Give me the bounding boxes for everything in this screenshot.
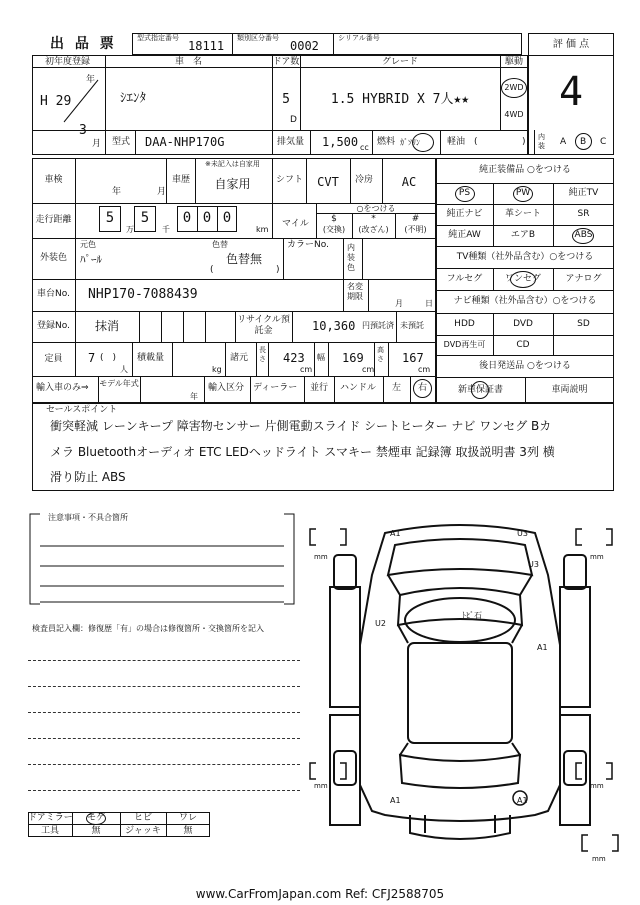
car-name-label: 車 名 (174, 57, 202, 67)
tv-analog: アナログ (565, 274, 602, 284)
mark-a1-rear-left: A1 (390, 796, 401, 805)
docs-title: 後日発送品 ○をつける (479, 361, 571, 371)
doors-label: ドア数 (272, 57, 300, 67)
mileage-label: 走行距離 (35, 215, 72, 225)
drive-2wd: 2WD (504, 83, 524, 92)
paren-open: ( (474, 137, 478, 147)
interior-label: 内装 (538, 133, 545, 150)
import-parallel: 並行 (310, 383, 329, 393)
mileage-circle-note: ○をつける (356, 204, 396, 213)
mm-front-right: mm (590, 553, 604, 561)
import-label: 輸入車のみ⇒ (36, 383, 89, 393)
mark-a1-side: A1 (537, 643, 548, 652)
chassis-label: 車台No. (37, 289, 70, 299)
caution-label: 注意事項・不具合箇所 (48, 513, 128, 522)
details-box (32, 158, 436, 403)
footer-ref: www.CarFromJapan.com Ref: CFJ2588705 (195, 887, 445, 901)
equip-pw-circle (513, 186, 533, 202)
dims-label: 諸元 (230, 353, 249, 363)
sales-line-3: 滑り防止 ABS (50, 470, 126, 484)
inspection-label: 車検 (44, 175, 63, 185)
tools-value: 無 (91, 826, 101, 836)
equip-abs-circle (572, 228, 594, 244)
mirror-moge: モゲ (86, 813, 105, 823)
asterisk-mark: * (371, 214, 376, 224)
sales-points-label: セールスポイント (46, 405, 118, 415)
door-count: 5 (282, 92, 290, 107)
name-change-month: 月 (395, 299, 403, 308)
mark-u3-front: U3 (517, 529, 528, 538)
recycle-suffix: 円預託済 (362, 321, 394, 330)
fuel-diesel: 軽油 (447, 137, 466, 147)
equip-ps-circle (455, 186, 475, 202)
dvd-playback: DVD再生可 (443, 340, 486, 349)
history-value: 自家用 (214, 177, 251, 191)
import-dealer: ディーラー (253, 383, 298, 393)
navi-dvd: DVD (513, 319, 533, 329)
import-class-label: 輸入区分 (208, 383, 245, 393)
equip-leather: 革シート (504, 209, 541, 219)
mark-tobiishi: ﾄﾋﾞ石 (462, 611, 482, 620)
width-cm: cm (362, 365, 375, 374)
mile-label: マイル (282, 219, 309, 229)
recycle-label: リサイクル預託金 (237, 315, 290, 336)
tv-fullseg: フルセグ (446, 274, 483, 284)
width-value: 169 (342, 351, 364, 365)
model-code: 18111 (188, 39, 225, 53)
mm-bottom: mm (592, 855, 606, 863)
car-diagram (300, 515, 620, 875)
model-year-label: モデル年式 (99, 379, 139, 388)
chassis-number: NHP170-7088439 (88, 287, 198, 302)
mark-a1-front: A1 (390, 529, 401, 538)
jack-label: ジャッキ (125, 826, 161, 836)
capacity-label: 定員 (44, 354, 63, 364)
year-unit: 年 (86, 75, 96, 85)
mark-u3-side: U3 (528, 560, 539, 569)
ac-label: 冷房 (355, 175, 374, 185)
equip-title: 純正装備品 ○をつける (479, 165, 571, 175)
sales-line-1: 衝突軽減 レーンキープ 障害物センサー 片側電動スライド シートヒーター ナビ ワンセグ Bカ (50, 419, 552, 433)
model-year-unit: 年 (190, 392, 198, 401)
equip-aw: 純正AW (448, 230, 481, 240)
score-value: 4 (558, 69, 584, 115)
sen-unit: 千 (162, 225, 170, 234)
interior-a: A (560, 137, 567, 147)
dollar-mark: $ (331, 214, 337, 224)
not-written-note: ※未記入は自家用 (205, 160, 260, 168)
mileage-digit-5: 0 (222, 210, 232, 226)
length-label: 長さ (259, 346, 266, 363)
displacement: 1,500 (322, 135, 359, 149)
serial-label: シリアル番号 (338, 34, 380, 42)
handle-right-circle (413, 379, 432, 398)
interior-c: C (600, 137, 607, 147)
tv-oneseg: ワンセグ (504, 274, 541, 284)
grade-label: グレード (381, 57, 418, 67)
kaizan-label: (改ざん) (358, 225, 389, 234)
tv-oneseg-circle (510, 271, 536, 288)
door-suffix: D (290, 115, 297, 125)
door-mirror-label: ドアミラー (28, 813, 73, 823)
first-reg-month: 3 (79, 123, 87, 138)
sales-line-2: メラ Bluetoothオーディオ ETC LEDヘッドライト スマキー 禁煙車 記録簿 取扱説明書 3列 横 (50, 445, 555, 459)
navi-title: ナビ種類（社外品含む）○をつける (453, 296, 597, 306)
jack-value: 無 (183, 826, 193, 836)
color-no-label: カラーNo. (287, 240, 329, 250)
handle-right: 右 (418, 383, 428, 393)
inspection-month-unit: 月 (157, 187, 167, 197)
ac-value: AC (401, 175, 417, 189)
reg-no-label: 登録No. (37, 321, 70, 331)
month-unit: 月 (92, 139, 102, 149)
drive-label: 駆動 (504, 57, 523, 67)
length-value: 423 (283, 351, 305, 365)
displacement-label: 排気量 (277, 137, 305, 147)
mileage-digit-1: 5 (105, 210, 115, 226)
paren-close: ) (522, 137, 526, 147)
ext-color-label: 外装色 (39, 253, 67, 263)
mark-u2: U2 (375, 619, 386, 628)
tv-title: TV種類（社外品含む）○をつける (456, 252, 594, 262)
recolor-paren-close: ) (276, 265, 280, 275)
reg-no: 抹消 (94, 319, 119, 333)
hash-mark: # (411, 214, 420, 224)
mm-rear-right: mm (590, 782, 604, 790)
height-cm: cm (418, 365, 431, 374)
model-type: DAA-NHP170G (145, 135, 225, 149)
class-label: 類別区分番号 (237, 34, 279, 42)
equip-airbag: エアB (510, 230, 536, 240)
interior-b: B (580, 137, 587, 147)
tools-label: 工具 (40, 826, 59, 836)
length-cm: cm (300, 365, 313, 374)
capacity-value: 7 (88, 351, 96, 365)
equip-sr: SR (577, 209, 590, 219)
equip-ps: PS (458, 188, 471, 198)
km-unit: km (256, 225, 269, 234)
recolor-label: 色替 (212, 240, 228, 249)
class-number: 0002 (290, 39, 319, 53)
mirror-hibi: ヒビ (133, 813, 152, 823)
handle-label: ハンドル (340, 383, 377, 393)
man-unit: 万 (126, 225, 134, 234)
mileage-digit-3: 0 (182, 210, 192, 226)
mileage-digit-2: 5 (140, 210, 150, 226)
form-title: 出 品 票 (50, 36, 117, 52)
width-label: 幅 (317, 353, 325, 362)
orig-color-label: 元色 (80, 240, 96, 249)
int-color-label: 内装色 (347, 243, 355, 272)
drive-2wd-circle (501, 78, 527, 98)
fuel-gasoline: ｶﾞｿﾘﾝ (400, 138, 420, 147)
mark-a1-rear-right: A1 (517, 796, 528, 805)
mm-rear-left: mm (314, 782, 328, 790)
person-unit: 人 (120, 365, 128, 374)
mm-front-left: mm (314, 553, 328, 561)
equip-navi: 純正ナビ (446, 209, 483, 219)
kg-unit: kg (212, 365, 222, 374)
equip-tv: 純正TV (568, 188, 599, 198)
height-label: 高さ (377, 346, 384, 363)
navi-sd: SD (577, 319, 590, 329)
mirror-ware: ワレ (178, 813, 197, 823)
equip-abs: ABS (574, 230, 593, 240)
doc-warranty: 新車保証書 (457, 385, 503, 395)
fumei-label: (不明) (404, 225, 427, 234)
model-code-label: 型式指定番号 (137, 34, 179, 42)
mirror-moge-circle (86, 812, 106, 825)
cc-unit: cc (360, 143, 369, 152)
cd-label: CD (516, 340, 530, 350)
name-change-label: 名変期限 (347, 282, 363, 301)
shift-value: CVT (317, 175, 339, 189)
fuel-label: 燃料 (377, 137, 396, 147)
doc-manual: 車両説明 (551, 385, 588, 395)
orig-color: ﾊﾟｰﾙ (80, 253, 102, 266)
shift-label: シフト (276, 175, 304, 185)
score-label: 評 価 点 (552, 39, 590, 50)
mileage-digit-4: 0 (202, 210, 212, 226)
equip-pw: PW (515, 188, 531, 198)
first-reg-label: 初年度登録 (45, 57, 91, 67)
inspector-label: 検査員記入欄：修復歴「有」の場合は修復箇所・交換箇所を記入 (32, 624, 264, 633)
car-name: ｼｴﾝﾀ (120, 91, 146, 106)
warranty-circle (471, 381, 489, 399)
type-label: 型式 (112, 137, 131, 147)
recolor-value: 色替無 (226, 252, 263, 266)
capacity-paren: ( ) (100, 353, 117, 363)
recycle-amount: 10,360 (312, 319, 356, 333)
fuel-gasoline-circle (412, 133, 434, 152)
recycle-none: 未預託 (400, 321, 424, 330)
drive-4wd: 4WD (504, 110, 524, 119)
interior-b-circle (575, 133, 592, 150)
recolor-paren: ( (210, 265, 214, 275)
height-value: 167 (402, 351, 424, 365)
inspection-year-unit: 年 (112, 187, 122, 197)
name-change-day: 日 (425, 299, 433, 308)
load-label: 積載量 (137, 353, 165, 363)
koukan-label: (交換) (322, 225, 346, 234)
history-label: 車歴 (172, 175, 191, 185)
first-reg-era: H 29 (40, 94, 72, 109)
navi-hdd: HDD (454, 319, 475, 329)
grade-value: 1.5 HYBRID X 7人★★ (330, 92, 470, 107)
handle-left: 左 (392, 383, 402, 393)
